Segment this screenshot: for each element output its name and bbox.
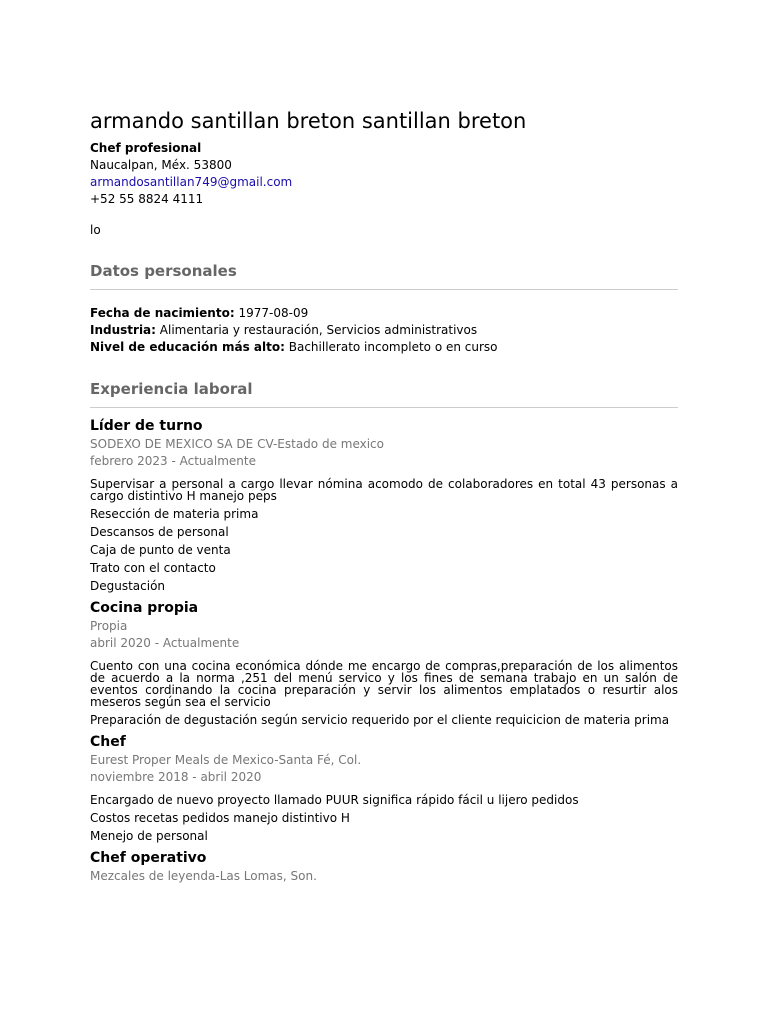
job-description	[90, 794, 678, 842]
job-entry	[90, 598, 678, 726]
candidate-email-link[interactable]: armandosantillan749@gmail.com	[90, 175, 293, 189]
job-company: Propia	[90, 619, 128, 633]
section-title-personal: Datos personales	[90, 260, 678, 290]
job-description-line: Degustación	[90, 579, 166, 593]
detail-education	[90, 339, 678, 356]
job-dates: febrero 2023 - Actualmente	[90, 454, 256, 468]
job-description-line: Supervisar a personal a cargo llevar nómina acomodo de colaboradores en total 43 personas a cargo distintivo H manejo peps	[90, 477, 678, 503]
candidate-summary: lo	[90, 223, 101, 237]
candidate-headline: Chef profesional	[90, 141, 202, 155]
job-description-line: Caja de punto de venta	[90, 543, 231, 557]
detail-value: Alimentaria y restauración, Servicios administrativos	[159, 323, 478, 337]
job-description-line: Resección de materia prima	[90, 507, 259, 521]
detail-value: 1977-08-09	[238, 306, 309, 320]
job-title: Líder de turno	[90, 418, 203, 434]
job-company: Eurest Proper Meals de Mexico-Santa Fé, Col.	[90, 753, 362, 767]
job-description-line: Costos recetas pedidos manejo distintivo H	[90, 811, 350, 825]
job-description-line: Menejo de personal	[90, 829, 208, 843]
detail-label: Fecha de nacimiento:	[90, 306, 235, 320]
job-description-line: Descansos de personal	[90, 525, 229, 539]
candidate-location: Naucalpan, Méx. 53800	[90, 158, 232, 172]
job-company: SODEXO DE MEXICO SA DE CV-Estado de mexico	[90, 437, 384, 451]
job-description-line: Encargado de nuevo proyecto llamado PUUR significa rápido fácil u lijero pedidos	[90, 793, 579, 807]
personal-details	[90, 305, 678, 356]
job-entry	[90, 732, 678, 842]
detail-industry	[90, 322, 678, 339]
detail-label: Nivel de educación más alto:	[90, 340, 285, 354]
job-description	[90, 660, 678, 726]
job-entry	[90, 848, 678, 885]
job-entry	[90, 416, 678, 592]
candidate-email-row	[90, 174, 678, 191]
job-title: Chef	[90, 734, 126, 750]
detail-value: Bachillerato incompleto o en curso	[288, 340, 498, 354]
job-dates: noviembre 2018 - abril 2020	[90, 770, 262, 784]
job-description-line: Trato con el contacto	[90, 561, 216, 575]
job-description	[90, 478, 678, 592]
section-title-experience: Experiencia laboral	[90, 378, 678, 408]
detail-label: Industria:	[90, 323, 156, 337]
candidate-name: armando santillan breton santillan breton	[90, 109, 527, 133]
resume-content	[90, 106, 678, 885]
job-list	[90, 416, 678, 885]
job-dates: abril 2020 - Actualmente	[90, 636, 240, 650]
candidate-phone: +52 55 8824 4111	[90, 192, 204, 206]
job-company: Mezcales de leyenda-Las Lomas, Son.	[90, 869, 317, 883]
job-title: Cocina propia	[90, 600, 199, 616]
job-description-line: Preparación de degustación según servicio requerido por el cliente requicicion de materia prima	[90, 713, 670, 727]
detail-birthdate	[90, 305, 678, 322]
job-title: Chef operativo	[90, 850, 207, 866]
job-description-line: Cuento con una cocina económica dónde me encargo de compras,preparación de los alimentos de acuerdo a la norma ,251 del menú servico y los fines de semana trabajo en un salón de eventos cordinando la cocina preparación y servir los alimentos emplatados o resurtir alos meseros según sea el servicio	[90, 659, 678, 709]
